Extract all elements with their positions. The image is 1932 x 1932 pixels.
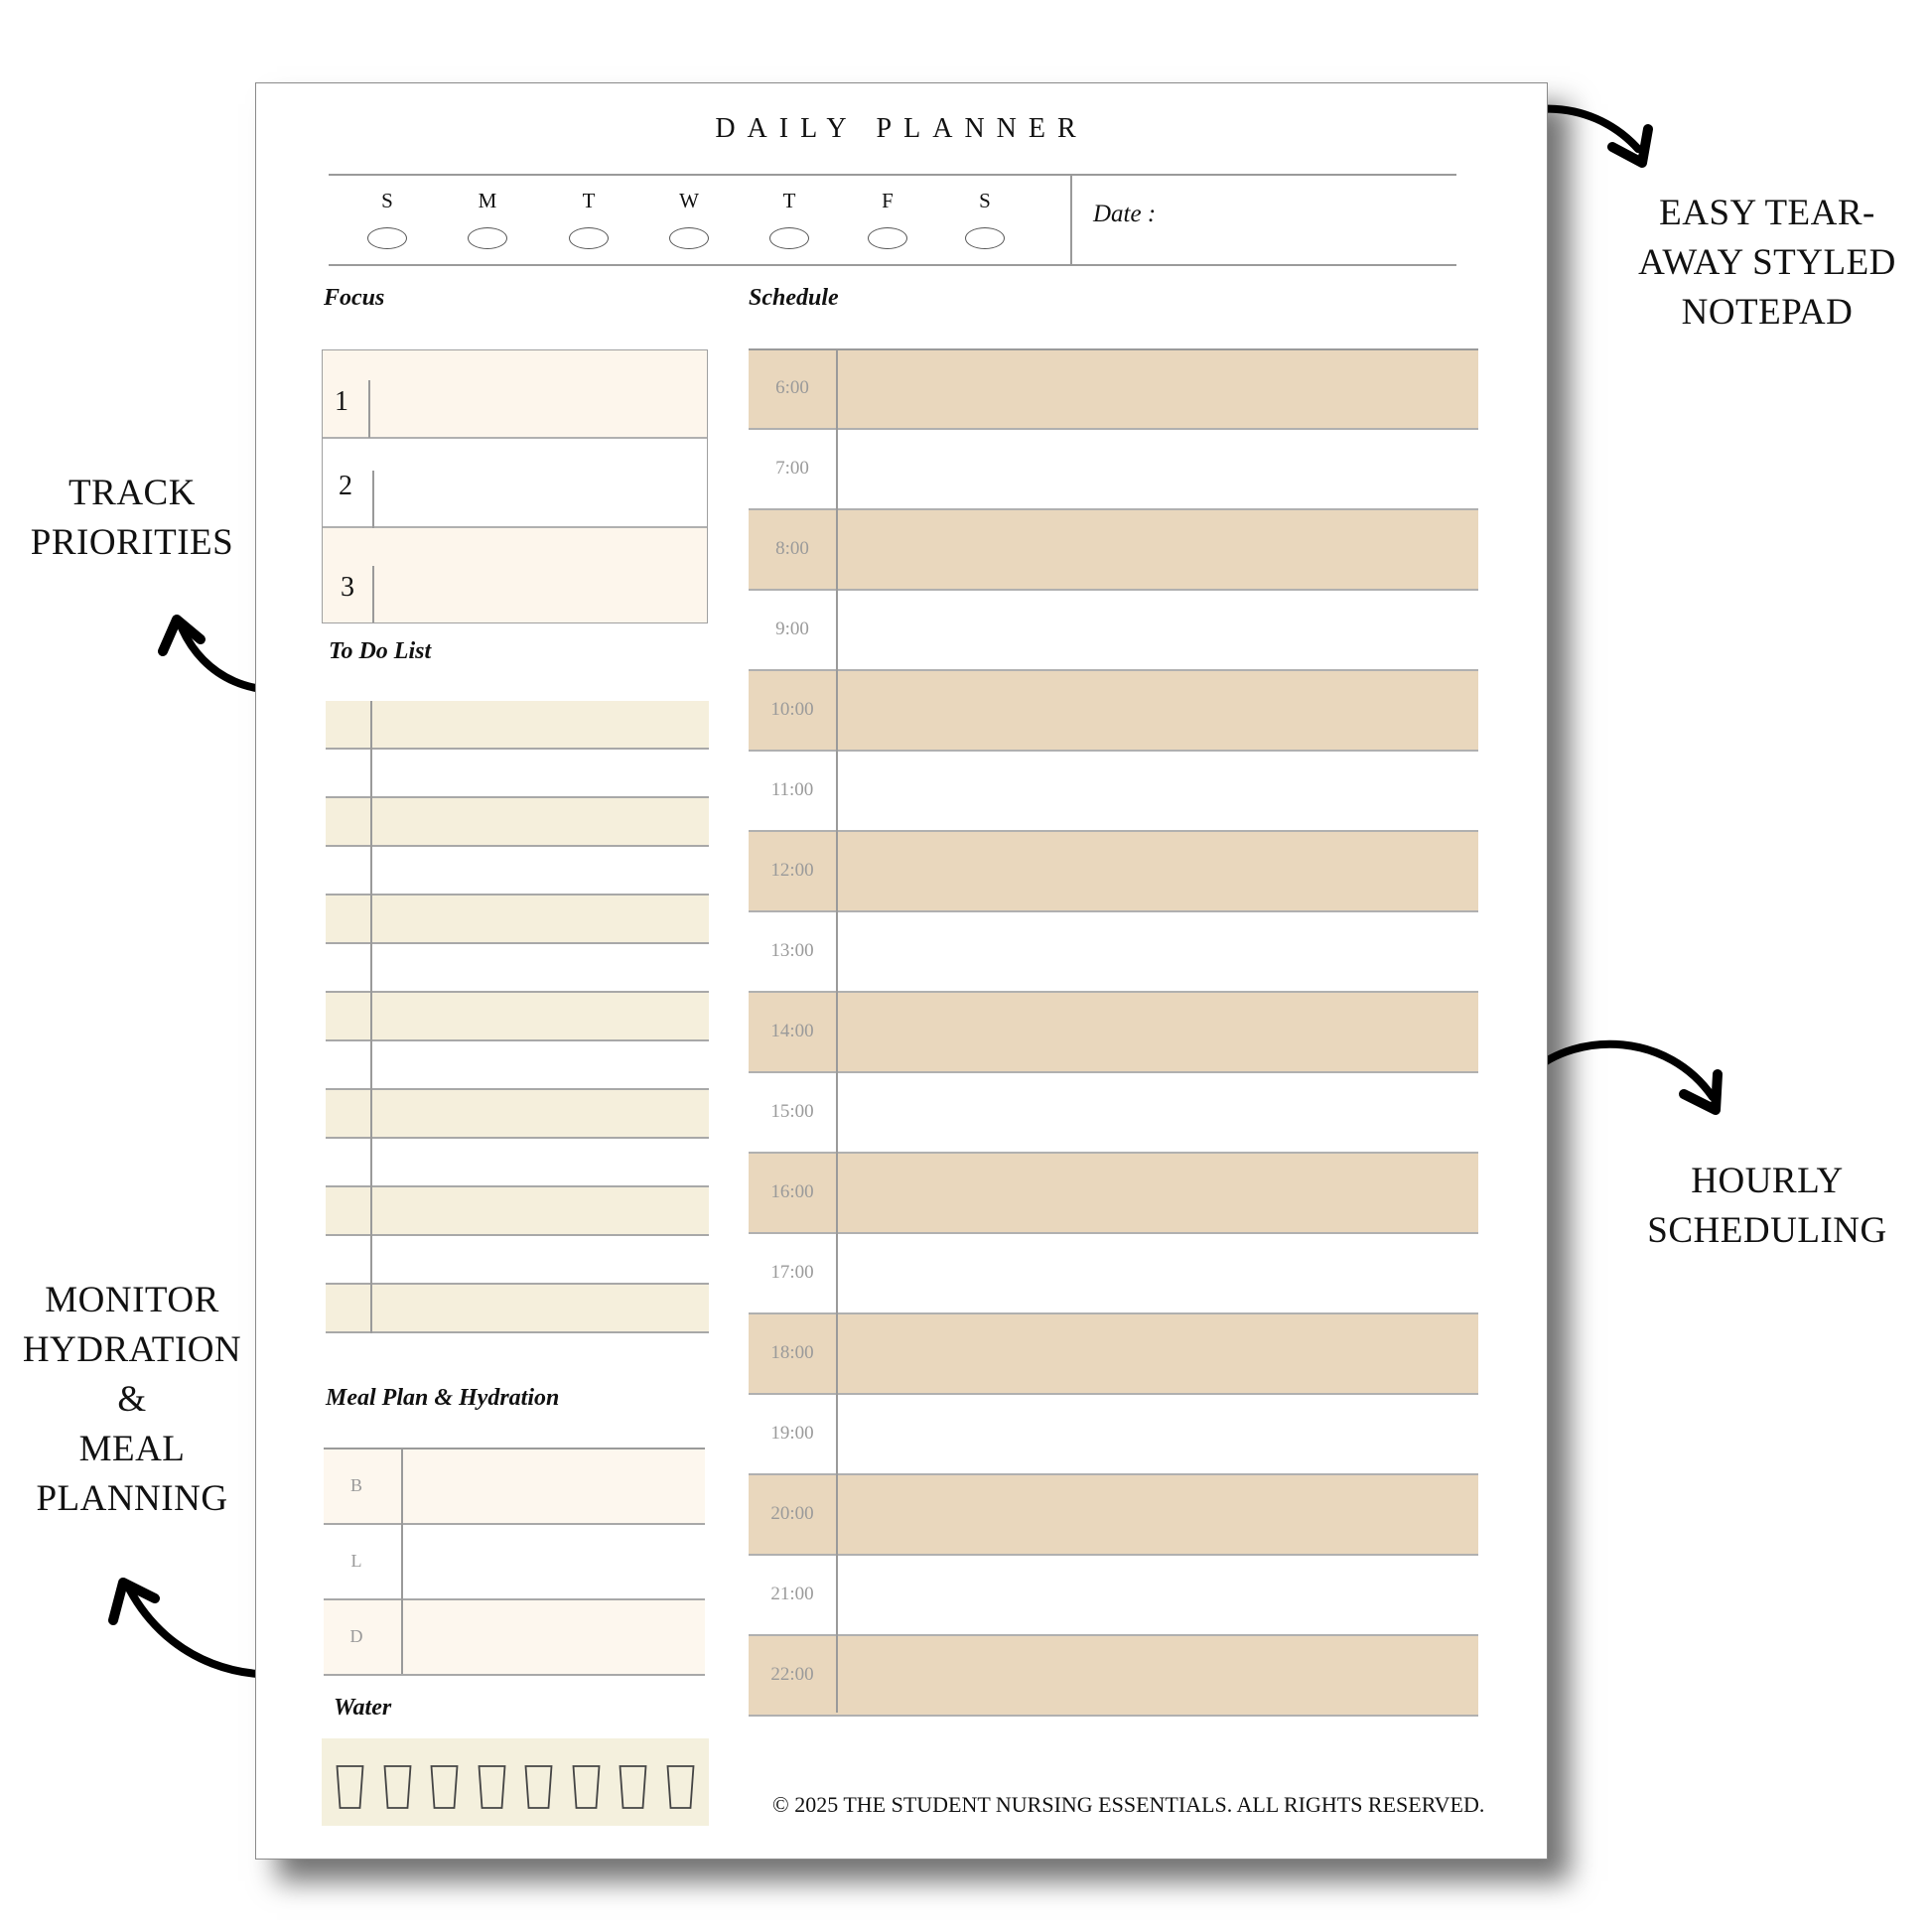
callout-tear-away — [1618, 189, 1916, 338]
schedule-time: 21:00 — [770, 1584, 814, 1604]
callout-line: TRACK — [69, 473, 196, 513]
todo-row[interactable] — [326, 993, 709, 1041]
schedule-time: 10:00 — [770, 699, 814, 720]
schedule-time: 20:00 — [770, 1503, 814, 1524]
water-cup-icon[interactable] — [572, 1764, 601, 1810]
schedule-time: 13:00 — [770, 940, 814, 961]
day-circle-sat[interactable] — [965, 227, 1005, 249]
todo-row[interactable] — [326, 944, 709, 993]
focus-row-3[interactable] — [323, 528, 707, 623]
callout-track-priorities — [20, 469, 244, 568]
todo-checkbox-divider — [370, 1139, 372, 1187]
focus-heading: Focus — [324, 285, 385, 311]
schedule-time: 15:00 — [770, 1101, 814, 1122]
focus-number: 1 — [335, 386, 348, 417]
schedule-row[interactable] — [749, 510, 1478, 591]
schedule-time: 17:00 — [770, 1262, 814, 1283]
schedule-row[interactable] — [749, 430, 1478, 510]
schedule-time: 22:00 — [770, 1664, 814, 1685]
schedule-row[interactable] — [749, 591, 1478, 671]
todo-checkbox-divider — [370, 1041, 372, 1090]
schedule-heading: Schedule — [749, 285, 839, 311]
todo-checkbox-divider — [370, 1187, 372, 1236]
todo-checkbox-divider — [370, 1236, 372, 1285]
planner-title: DAILY PLANNER — [715, 113, 1088, 144]
schedule-time: 19:00 — [770, 1423, 814, 1444]
callout-line: PRIORITIES — [30, 522, 234, 563]
schedule-row[interactable] — [749, 1314, 1478, 1395]
day-circle-sun[interactable] — [367, 227, 407, 249]
header-divider — [1070, 174, 1072, 264]
schedule-row[interactable] — [749, 1154, 1478, 1234]
callout-line: MEAL — [78, 1429, 186, 1469]
todo-checkbox-divider — [370, 750, 372, 798]
schedule-top-rule — [749, 348, 1478, 350]
todo-checkbox-divider — [370, 798, 372, 847]
water-cup-icon[interactable] — [383, 1764, 412, 1810]
day-label-tue: T — [582, 189, 596, 212]
todo-row[interactable] — [326, 896, 709, 944]
todo-checkbox-divider — [370, 1285, 372, 1333]
focus-number: 3 — [341, 572, 354, 603]
schedule-row[interactable] — [749, 1556, 1478, 1636]
day-circle-mon[interactable] — [468, 227, 507, 249]
focus-row-1[interactable] — [323, 350, 707, 439]
todo-checkbox-divider — [370, 896, 372, 944]
schedule-row[interactable] — [749, 1234, 1478, 1314]
arrow-hourly-scheduling-icon — [1519, 1023, 1737, 1132]
header-bottom-rule — [329, 264, 1456, 266]
planner-sheet — [255, 82, 1548, 1860]
meal-letter: B — [349, 1475, 362, 1495]
callout-line: SCHEDULING — [1647, 1210, 1887, 1251]
todo-row[interactable] — [326, 847, 709, 896]
todo-checkbox-divider — [370, 1090, 372, 1139]
todo-row[interactable] — [326, 798, 709, 847]
water-cup-icon[interactable] — [666, 1764, 695, 1810]
schedule-row[interactable] — [749, 832, 1478, 912]
todo-row[interactable] — [326, 1041, 709, 1090]
day-label-mon: M — [478, 189, 497, 212]
schedule-time: 12:00 — [770, 860, 814, 881]
water-tracker — [322, 1738, 709, 1826]
callout-line: NOTEPAD — [1681, 292, 1854, 333]
focus-number: 2 — [339, 471, 352, 501]
meal-letter: L — [350, 1551, 362, 1571]
todo-heading: To Do List — [329, 638, 432, 664]
day-label-sun: S — [381, 189, 393, 212]
schedule-time: 14:00 — [770, 1021, 814, 1041]
water-cup-icon[interactable] — [336, 1764, 364, 1810]
focus-divider — [372, 471, 374, 528]
schedule-time: 16:00 — [770, 1181, 814, 1202]
schedule-row[interactable] — [749, 1475, 1478, 1556]
schedule-time: 7:00 — [775, 458, 809, 479]
schedule-time: 8:00 — [775, 538, 809, 559]
schedule-row[interactable] — [749, 671, 1478, 752]
schedule-row[interactable] — [749, 1073, 1478, 1154]
water-cup-icon[interactable] — [478, 1764, 506, 1810]
todo-row[interactable] — [326, 1285, 709, 1333]
callout-line: MONITOR — [45, 1280, 219, 1320]
callout-line: EASY TEAR- — [1659, 193, 1875, 233]
focus-divider — [372, 566, 374, 623]
header-top-rule — [329, 174, 1456, 176]
water-heading: Water — [334, 1695, 392, 1721]
callout-line: HOURLY — [1691, 1161, 1844, 1201]
schedule-time: 9:00 — [775, 619, 809, 639]
meal-row[interactable] — [324, 1449, 705, 1525]
day-circle-fri[interactable] — [868, 227, 907, 249]
meal-row[interactable] — [324, 1525, 705, 1600]
meal-divider — [401, 1448, 403, 1674]
todo-row[interactable] — [326, 1236, 709, 1285]
schedule-time: 6:00 — [775, 377, 809, 398]
schedule-time: 11:00 — [770, 779, 814, 800]
day-circle-wed[interactable] — [669, 227, 709, 249]
schedule-row[interactable] — [749, 993, 1478, 1073]
day-label-fri: F — [882, 189, 894, 212]
meal-row[interactable] — [324, 1600, 705, 1676]
schedule-row[interactable] — [749, 349, 1478, 430]
schedule-row[interactable] — [749, 752, 1478, 832]
schedule-row[interactable] — [749, 912, 1478, 993]
callout-line: AWAY STYLED — [1638, 242, 1896, 283]
copyright-footer: © 2025 THE STUDENT NURSING ESSENTIALS. ALL RIGHTS RESERVED. — [772, 1792, 1485, 1817]
focus-divider — [368, 380, 370, 438]
callout-line: & — [117, 1379, 147, 1420]
focus-box — [322, 349, 708, 623]
todo-checkbox-divider — [370, 847, 372, 896]
day-circle-thu[interactable] — [769, 227, 809, 249]
schedule-time: 18:00 — [770, 1342, 814, 1363]
schedule-row[interactable] — [749, 1636, 1478, 1717]
focus-row-2[interactable] — [323, 439, 707, 528]
callout-line: HYDRATION — [22, 1329, 242, 1370]
todo-row[interactable] — [326, 1139, 709, 1187]
todo-checkbox-divider — [370, 993, 372, 1041]
water-cup-icon[interactable] — [524, 1764, 553, 1810]
water-cup-icon[interactable] — [619, 1764, 647, 1810]
day-label-sat: S — [979, 189, 991, 212]
water-cup-icon[interactable] — [430, 1764, 459, 1810]
todo-row[interactable] — [326, 750, 709, 798]
meal-heading: Meal Plan & Hydration — [326, 1385, 560, 1411]
todo-checkbox-divider — [370, 701, 372, 750]
callout-monitor-hydration — [20, 1276, 244, 1524]
day-label-wed: W — [679, 189, 699, 212]
todo-checkbox-divider — [370, 944, 372, 993]
callout-line: PLANNING — [36, 1478, 228, 1519]
callout-hourly-scheduling — [1628, 1157, 1906, 1256]
day-circle-tue[interactable] — [569, 227, 609, 249]
todo-row[interactable] — [326, 1187, 709, 1236]
todo-row[interactable] — [326, 1090, 709, 1139]
todo-row[interactable] — [326, 701, 709, 750]
schedule-row[interactable] — [749, 1395, 1478, 1475]
meal-letter: D — [349, 1626, 363, 1646]
date-label: Date : — [1093, 201, 1157, 227]
schedule-divider — [836, 349, 838, 1713]
day-label-thu: T — [782, 189, 796, 212]
